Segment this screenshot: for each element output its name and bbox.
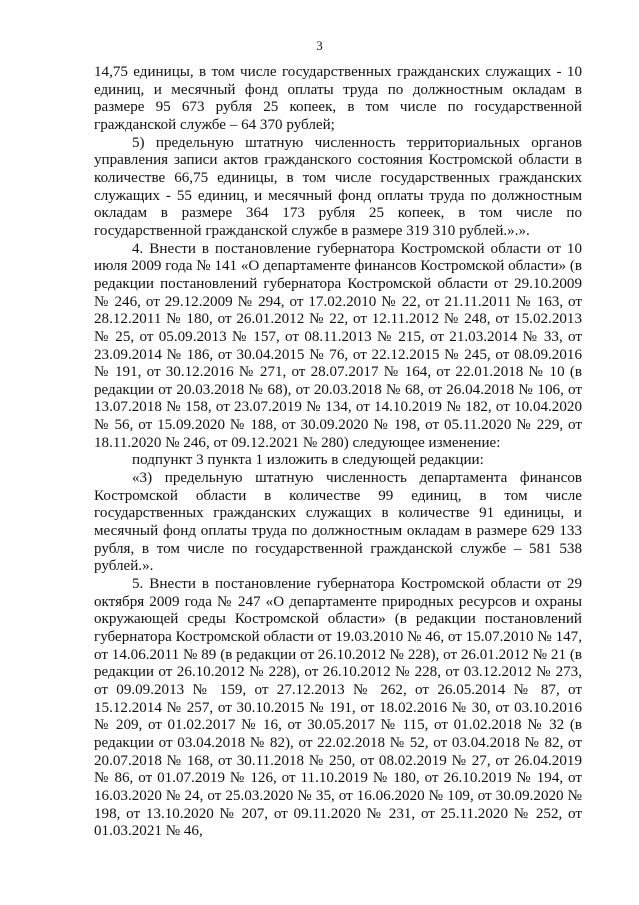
paragraph-point-5: 5. Внести в постановление губернатора Костромской области от 29 октября 2009 года № 247 «О департаменте природных ресурсов и охраны окружающей среды Костромской области» (в редакции постановлений губернатора Костромской области от 19.03.2010 № 46, от 15.07.2010 № 147, от 14.06.2011 № 89 (в редакции от 26.10.2012 № 228), от 26.01.2012 № 21 (в редакции от 26.10.2012 № 228), от 26.10.2012 № 228, от 03.12.2012 № 273, от 09.09.2013 № 159, от 27.12.2013 № 262, от 26.05.2014 № 87, от 15.12.2014 № 257, от 30.10.2015 № 191, от 18.02.2016 № 30, от 03.10.2016 № 209, от 01.02.2017 № 16, от 30.05.2017 № 115, от 01.02.2018 № 32 (в редакции от 03.04.2018 № 82), от 22.02.2018 № 52, от 03.04.2018 № 82, от 20.07.2018 № 168, от 30.11.2018 № 250, от 08.02.2019 № 27, от 26.04.2019 № 86, от 01.07.2019 № 126, от 11.10.2019 № 180, от 26.10.2019 № 194, от 16.03.2020 № 24, от 25.03.2020 № 35, от 16.06.2020 № 109, от 30.09.2020 № 198, от 13.10.2020 № 207, от 09.11.2020 № 231, от 25.11.2020 № 252, от 01.03.2021 № 46, — [94, 576, 582, 840]
document-body — [94, 64, 582, 841]
paragraph-new-wording: «3) предельную штатную численность департамента финансов Костромской области в количестве 99 единиц, в том числе государственных гражданских служащих в количестве 91 единицы, и месячный фонд оплаты труда по должностным окладам в размере 629 133 рубля, в том числе по государственной гражданской службе – 581 538 рублей.». — [94, 470, 582, 575]
page-number: 3 — [316, 38, 323, 53]
paragraph-point-4: 4. Внести в постановление губернатора Костромской области от 10 июля 2009 года № 141 «О департаменте финансов Костромской области» (в редакции постановлений губернатора Костромской области от 29.10.2009 № 246, от 29.12.2009 № 294, от 17.02.2010 № 22, от 21.11.2011 № 163, от 28.12.2011 № 180, от 26.01.2012 № 22, от 12.11.2012 № 248, от 15.02.2013 № 25, от 05.09.2013 № 157, от 08.11.2013 № 215, от 21.03.2014 № 33, от 23.09.2014 № 186, от 30.04.2015 № 76, от 22.12.2015 № 245, от 08.09.2016 № 191, от 30.12.2016 № 271, от 28.07.2017 № 164, от 22.01.2018 № 10 (в редакции от 20.03.2018 № 68), от 20.03.2018 № 68, от 26.04.2018 № 106, от 13.07.2018 № 158, от 23.07.2019 № 134, от 14.10.2019 № 182, от 10.04.2020 № 56, от 15.09.2020 № 188, от 30.09.2020 № 198, от 05.11.2020 № 229, от 18.11.2020 № 246, от 09.12.2021 № 280) следующее изменение: — [94, 240, 582, 451]
paragraph-item-5-registry: 5) предельную штатную численность территориальных органов управления записи актов гражданского состояния Костромской области в количестве 66,75 единицы, в том числе государственных гражданских служащих - 55 единиц, и месячный фонд оплаты труда по должностным окладам в размере 364 173 рубля 25 копеек, в том числе по государственной гражданской службе в размере 319 310 рублей.».». — [94, 134, 582, 239]
paragraph-continuation: 14,75 единицы, в том числе государственных гражданских служащих - 10 единиц, и месячный фонд оплаты труда по должностным окладам в размере 95 673 рубля 25 копеек, в том числе по государственной гражданской службе – 64 370 рублей; — [94, 64, 582, 133]
paragraph-subpoint-instruction: подпункт 3 пункта 1 изложить в следующей редакции: — [132, 452, 484, 469]
